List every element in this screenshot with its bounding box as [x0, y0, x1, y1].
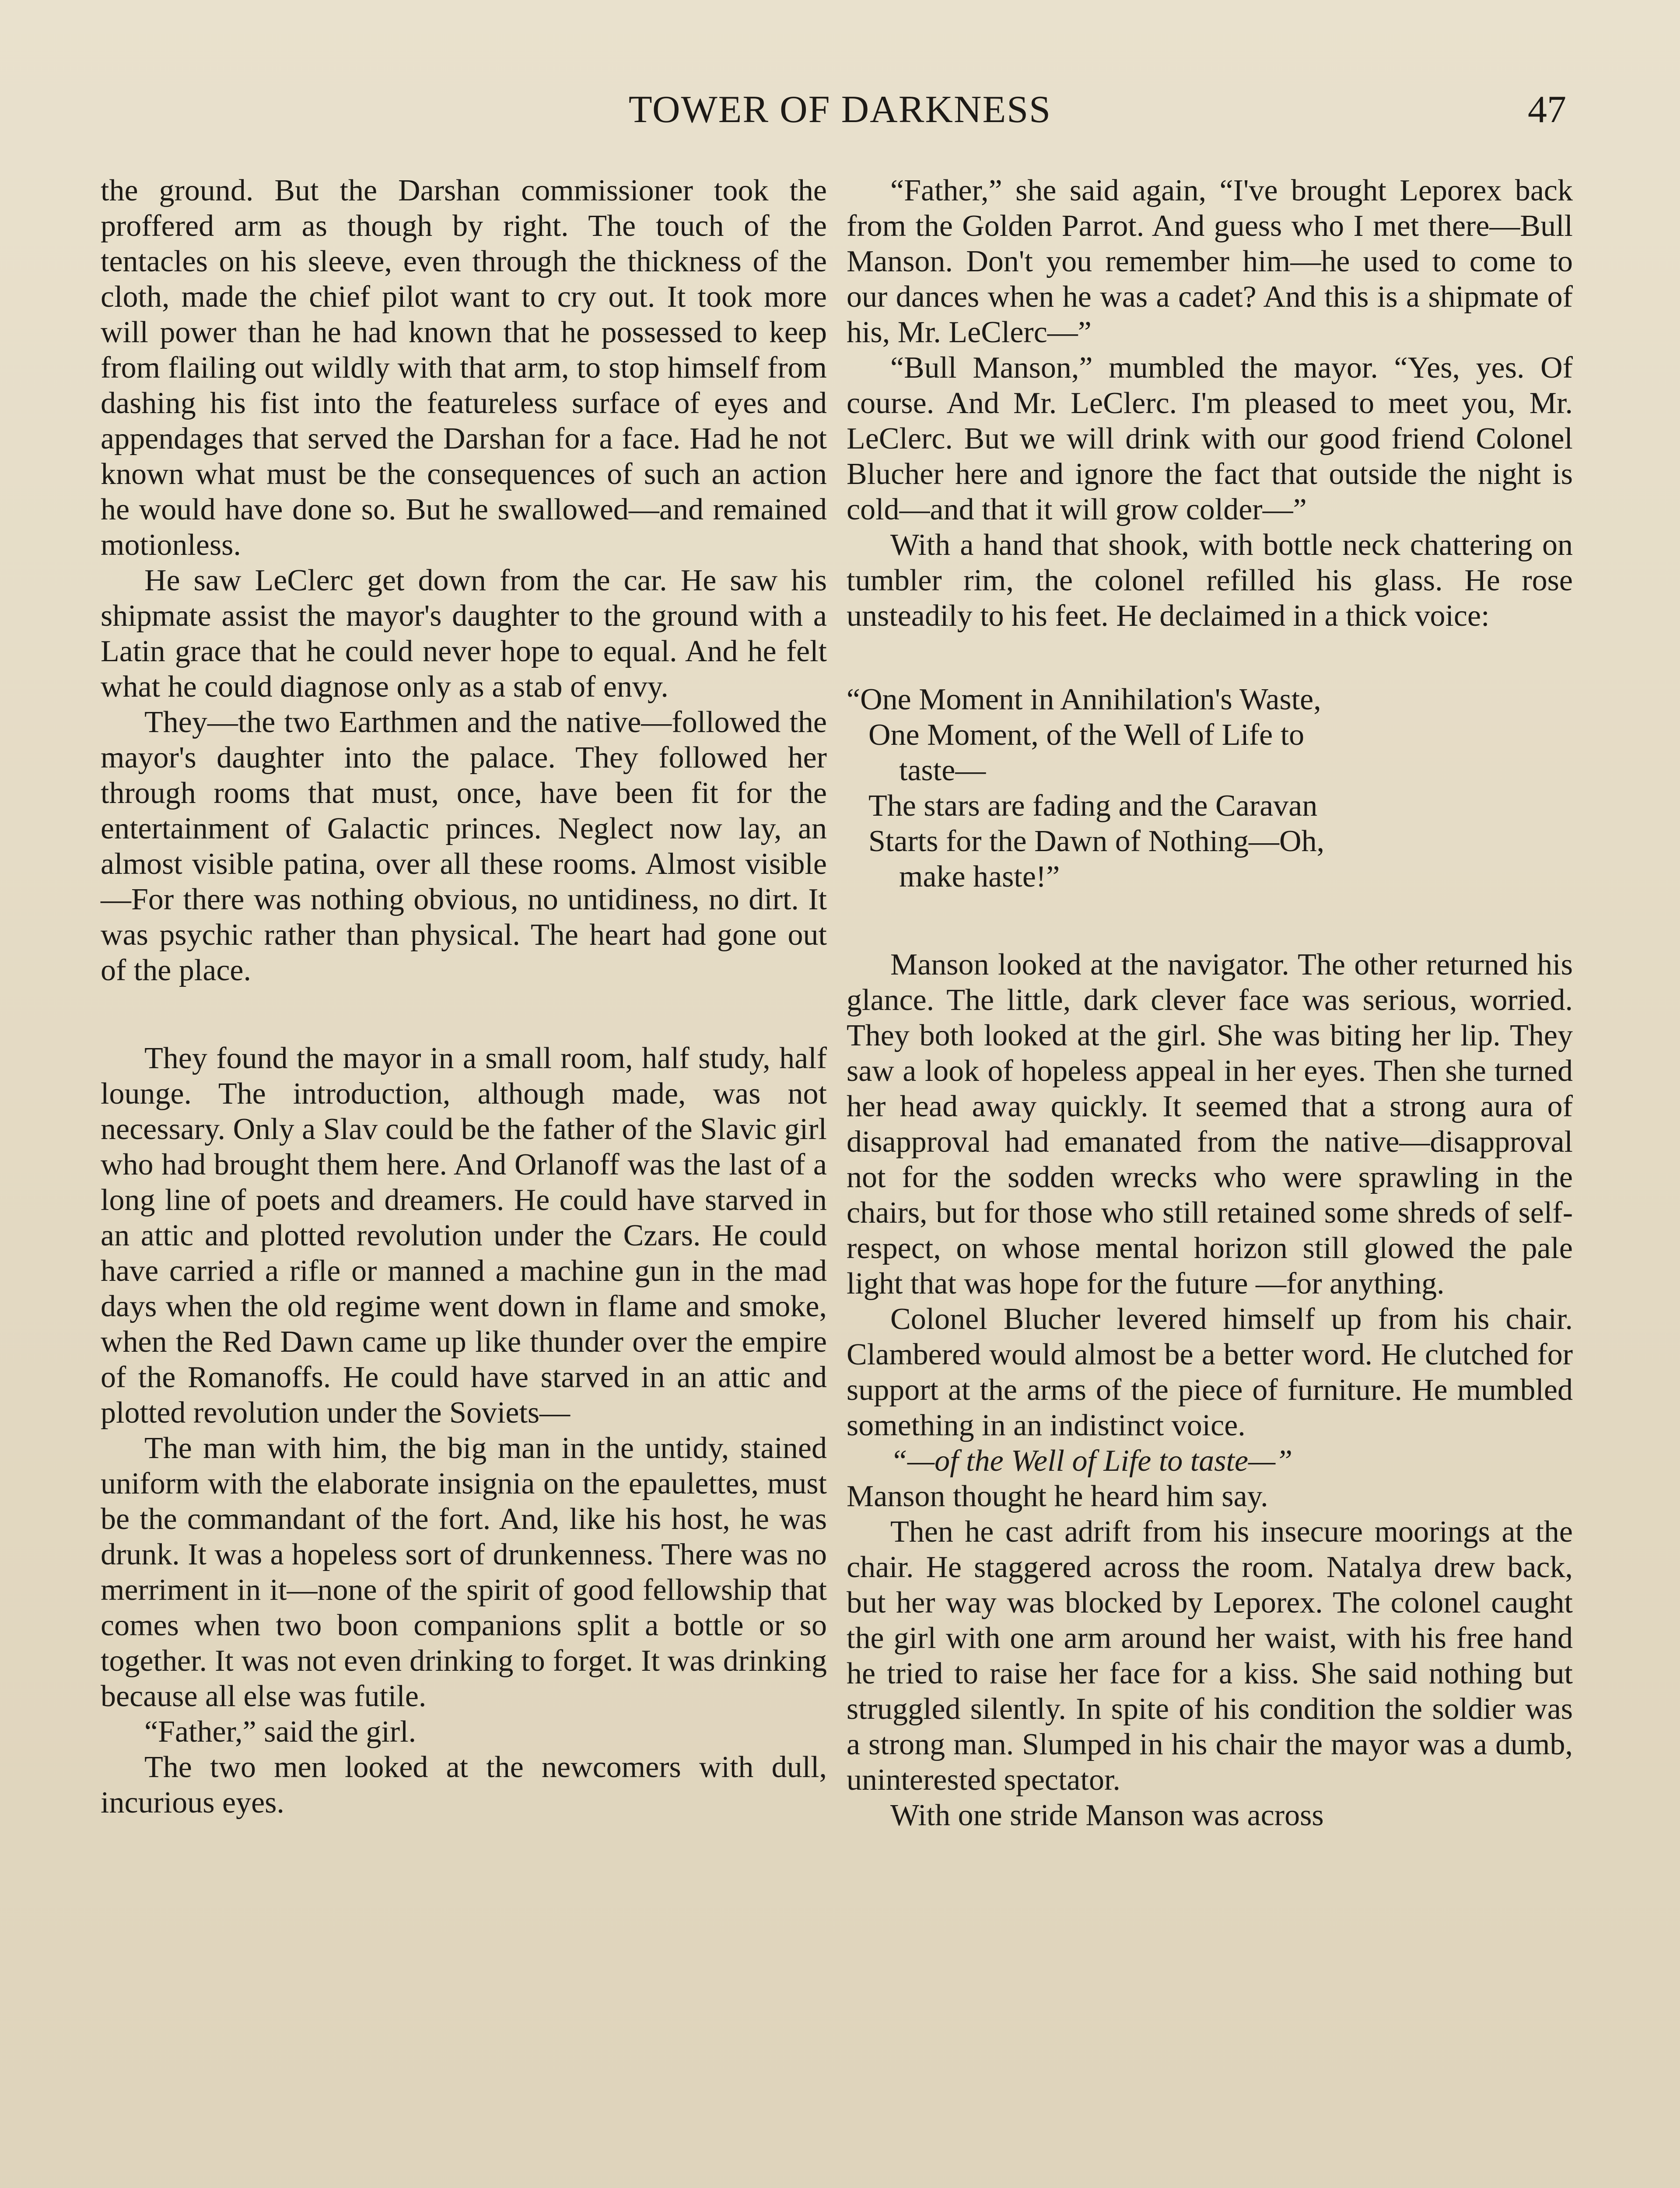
paragraph: The man with him, the big man in the untidy, stained uniform with the elaborate insignia on the epaulettes, must be the commandant of the fort. And, like his host, he was drunk. It was a hopeless sort of drunkenness. There was no merriment in it—none of the spirit of good fellowship that comes when two boon companions split a bottle or so together. It was not even drinking to forget. It was drinking because all else was futile.: [101, 1431, 827, 1713]
paragraph: They found the mayor in a small room, half study, half lounge. The introduction, although made, was not necessary. Only a Slav could be the father of the Slavic girl who had brought them here. And Orlanoff was the last of a long line of poets and dreamers. He could have starved in an attic and plotted revolution under the Czars. He could have carried a rifle or manned a machine gun in the mad days when the old regime went down in flame and smoke, when the Red Dawn came up like thunder over the empire of the Romanoffs. He could have starved in an attic and plotted revolution under the Soviets—: [101, 1041, 827, 1430]
running-title: TOWER OF DARKNESS: [628, 88, 1052, 131]
paragraph: The two men looked at the newcomers with dull, incurious eyes.: [101, 1750, 827, 1820]
paragraph: He saw LeClerc get down from the car. He saw his shipmate assist the mayor's daughter to the ground with a Latin grace that he could never hope to equal. And he felt what he could diagnose only as a stab of envy.: [101, 564, 827, 704]
verse-quote: [847, 682, 1573, 894]
paragraph: Then he cast adrift from his insecure moorings at the chair. He staggered across the room. Natalya drew back, but her way was blocked by Leporex. The colonel caught the girl with one arm around her waist, with his free hand he tried to raise her face for a kiss. She said nothing but struggled silently. In spite of his condition the soldier was a strong man. Slumped in his chair the mayor was a dumb, uninterested spectator.: [847, 1515, 1573, 1797]
verse-line: “One Moment in Annihilation's Waste,: [847, 683, 1321, 716]
paragraph: They—the two Earthmen and the native—followed the mayor's daughter into the palace. They followed her through rooms that must, once, have been fit for the entertainment of Galactic princes. Neglect now lay, an almost visible patina, over all these rooms. Almost visible—For there was nothing obvious, no untidiness, no dirt. It was psychic rather than physical. The heart had gone out of the place.: [101, 705, 827, 987]
paragraph: Manson thought he heard him say.: [847, 1480, 1268, 1513]
verse-line: make haste!”: [899, 860, 1060, 894]
verse-line: taste—: [899, 754, 986, 787]
right-column: [847, 173, 1573, 1833]
italic-quote-paragraph: [847, 1443, 1573, 1479]
paragraph: Colonel Blucher levered himself up from his chair. Clambered would almost be a better word. He clutched for support at the arms of the piece of furniture. He mumbled something in an indistinct voice.: [847, 1302, 1573, 1442]
paragraph: “Father,” she said again, “I've brought Leporex back from the Golden Parrot. And guess who I met there—Bull Manson. Don't you remember him—he used to come to our dances when he was a cadet? And this is a shipmate of his, Mr. LeClerc—”: [847, 174, 1573, 349]
verse-line: One Moment, of the Well of Life to: [868, 718, 1305, 752]
verse-line: The stars are fading and the Caravan: [868, 789, 1318, 823]
paragraph: With a hand that shook, with bottle neck chattering on tumbler rim, the colonel refilled his glass. He rose unsteadily to his feet. He declaimed in a thick voice:: [847, 528, 1573, 633]
page-header: [0, 88, 1680, 144]
paragraph: Manson looked at the navigator. The other returned his glance. The little, dark clever face was serious, worried. They both looked at the girl. She was biting her lip. They saw a look of hopeless appeal in her eyes. Then she turned her head away quickly. It seemed that a strong aura of disapproval had emanated from the native—disapproval not for the sodden wrecks who were sprawling in the chairs, but for those who still retained some shreds of self-respect, on whose mental horizon still glowed the pale light that was hope for the future —for anything.: [847, 948, 1573, 1301]
paragraph: “Bull Manson,” mumbled the mayor. “Yes, yes. Of course. And Mr. LeClerc. I'm pleased to meet you, Mr. LeClerc. But we will drink with our good friend Colonel Blucher here and ignore the fact that outside the night is cold—and that it will grow colder—”: [847, 351, 1573, 526]
paragraph: With one stride Manson was across: [890, 1799, 1324, 1832]
page-number: 47: [1528, 88, 1566, 131]
paragraph: “Father,” said the girl.: [144, 1715, 416, 1749]
verse-line: Starts for the Dawn of Nothing—Oh,: [868, 824, 1325, 858]
paragraph: the ground. But the Darshan commissioner took the proffered arm as though by right. The touch of the tentacles on his sleeve, even through the thickness of the cloth, made the chief pilot want to cry out. It took more will power than he had known that he possessed to keep from flailing out wildly with that arm, to stop himself from dashing his fist into the featureless surface of eyes and appendages that served the Darshan for a face. Had he not known what must be the consequences of such an action he would have done so. But he swallowed—and remained motionless.: [101, 174, 827, 562]
left-column: [101, 173, 827, 1820]
italic-quote: “—of the Well of Life to taste—”: [890, 1444, 1293, 1478]
